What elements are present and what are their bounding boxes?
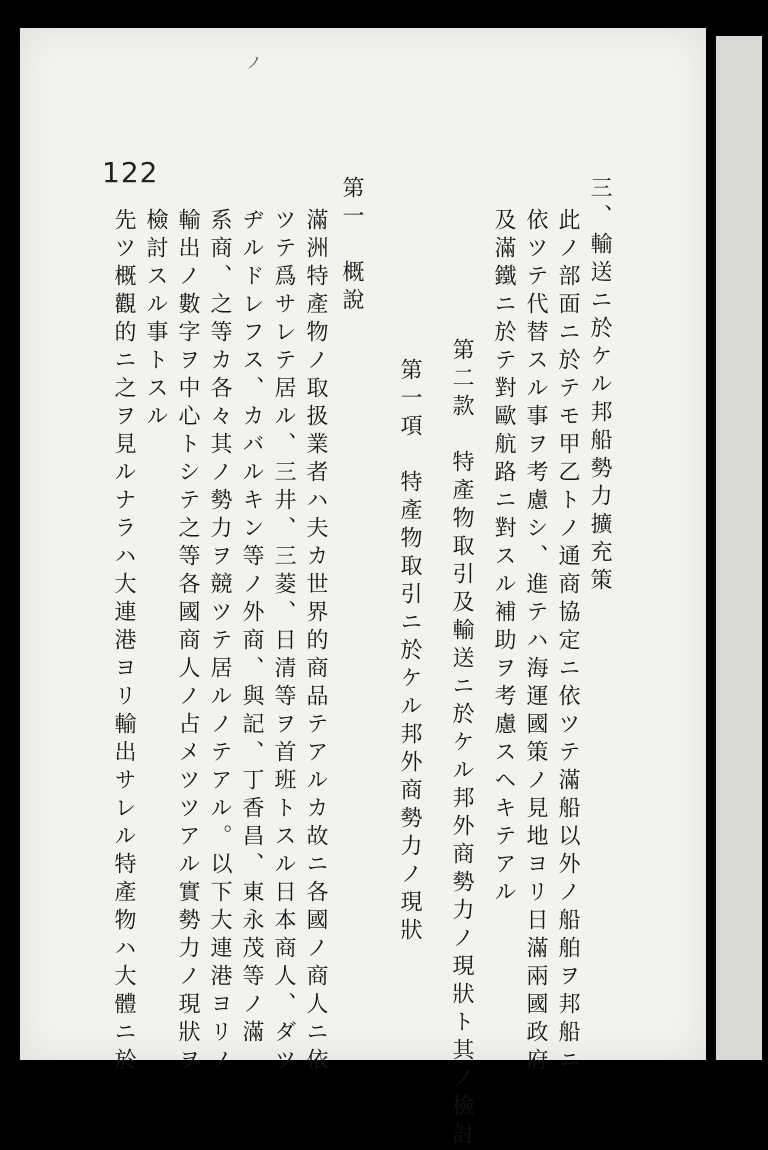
handwritten-mark: ノ — [246, 53, 263, 72]
text-line: ヂルドレフス、カバルキン等ノ外商、與記、丁香昌、東永茂等ノ滿 — [239, 208, 264, 1048]
text-line: ツテ爲サレテ居ル、三井、三菱、日清等ヲ首班トスル日本商人、ダツ — [271, 208, 296, 1076]
section-heading: 三、輸送ニ於ケル邦船勢力擴充策 — [587, 176, 612, 596]
text-line: 依ツテ代替スル事ヲ考慮シ、進テハ海運國策ノ見地ヨリ日滿兩國政府 — [523, 208, 548, 1076]
text-line: 檢討スル事トスル — [143, 208, 168, 432]
text-line: 輸出ノ數字ヲ中心トシテ之等各國商人ノ占メツツアル實勢力ノ現狀ヲ — [175, 208, 200, 1076]
item-heading: 第一項 特產物取引ニ於ケル邦外商勢力ノ現狀 — [397, 358, 422, 946]
document-page — [20, 28, 706, 1150]
page-number: 122 — [102, 156, 159, 189]
text-line: 系商、之等カ各々其ノ勢力ヲ競ツテ居ルノテアル。以下大連港ヨリノ — [207, 208, 232, 1076]
text-line: 及滿鐵ニ於テ對歐航路ニ對スル補助ヲ考慮スヘキテアル — [491, 208, 516, 908]
subsection-heading: 第二款 特產物取引及輸送ニ於ケル邦外商勢力ノ現狀ト其ノ檢討 — [449, 338, 474, 1150]
text-line: 此ノ部面ニ於テモ甲乙トノ通商協定ニ依ツテ滿船以外ノ船舶ヲ邦船ニ — [555, 208, 580, 1076]
text-line: 先ツ概觀的ニ之ヲ見ルナラハ大連港ヨリ輸出サレル特產物ハ大體ニ於 — [111, 208, 136, 1076]
adjacent-page-edge — [716, 36, 762, 1060]
paragraph-heading: 第一 概說 — [339, 176, 364, 316]
text-line: 滿洲特產物ノ取扱業者ハ夫カ世界的商品テアルカ故ニ各國ノ商人ニ依 — [303, 208, 328, 1076]
